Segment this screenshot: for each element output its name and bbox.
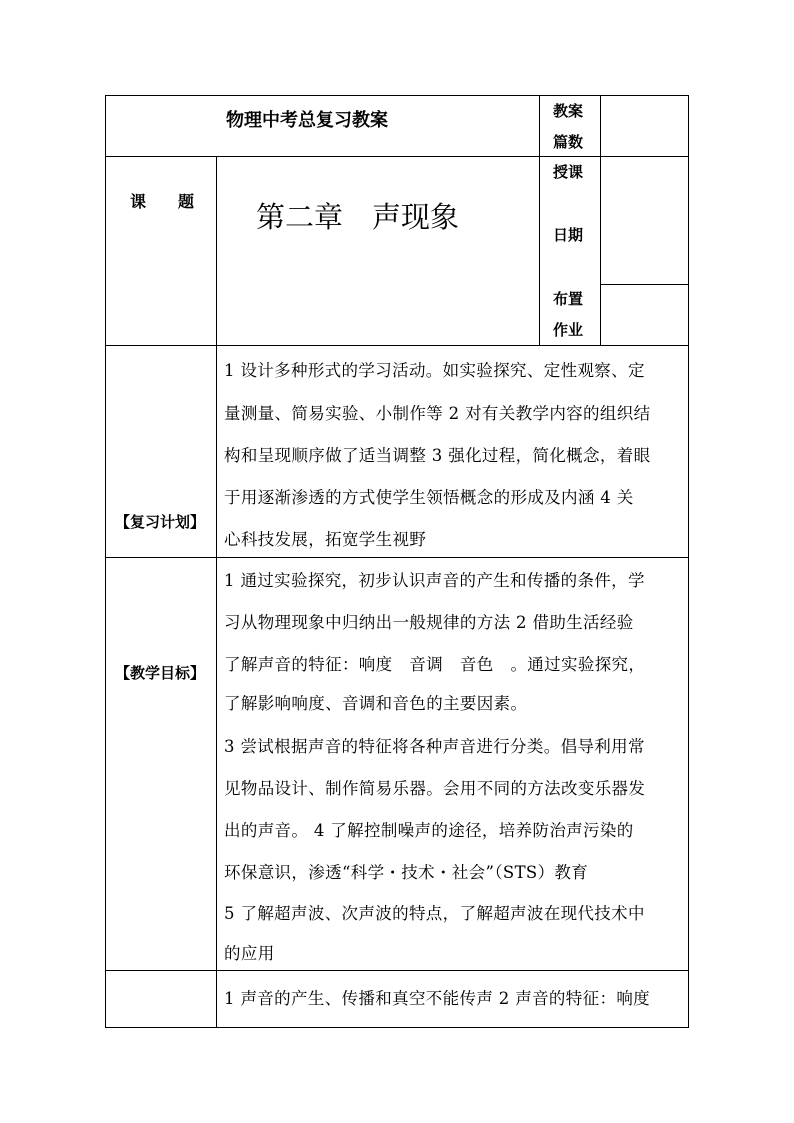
column-divider [539,95,540,346]
teaching-goals-label: 【教学目标】 [115,664,206,682]
table-border-left [105,95,106,1028]
page-title: 物理中考总复习教案 [226,110,388,131]
review-plan-line: 构和呈现顺序做了适当调整 3 强化过程，简化概念，着眼 [224,446,651,465]
teaching-goals-line: 习从物理现象中归纳出一般规律的方法 2 借助生活经验 [224,613,634,632]
homework-label: 布置 [553,290,584,308]
row-divider [600,284,689,285]
review-plan-line: 于用逐渐渗透的方式使学生领悟概念的形成及内涵 4 关 [224,488,634,507]
key-points-line: 1 声音的产生、传播和真空不能传声 2 声音的特征：响度 [224,989,651,1008]
review-plan-line: 量测量、简易实验、小制作等 2 对有关教学内容的组织结 [224,404,651,423]
teaching-goals-line: 1 通过实验探究，初步认识声音的产生和传播的条件，学 [224,571,645,590]
class-date-label: 日期 [553,226,584,244]
class-date-label: 授课 [553,163,584,181]
column-divider [600,95,601,346]
review-plan-line: 1 设计多种形式的学习活动。如实验探究、定性观察、定 [224,361,645,380]
teaching-goals-line: 了解声音的特征：响度 音调 音色 。通过实验探究， [224,655,646,674]
column-divider [216,156,217,1028]
teaching-goals-line: 了解影响响度、音调和音色的主要因素。 [224,694,528,713]
row-divider [105,156,689,157]
review-plan-label: 【复习计划】 [115,513,206,531]
teaching-goals-line: 见物品设计、制作简易乐器。会用不同的方法改变乐器发 [224,779,646,798]
row-divider [105,345,689,346]
plan-count-label: 教案 [553,102,584,120]
teaching-goals-line: 5 了解超声波、次声波的特点，了解超声波在现代技术中 [224,904,645,923]
row-divider [105,557,689,558]
teaching-goals-line: 环保意识，渗透“科学・技术・社会”（STS）教育 [224,863,589,882]
homework-label: 作业 [553,321,584,339]
teaching-goals-line: 3 尝试根据声音的特征将各种声音进行分类。倡导利用常 [224,737,645,756]
table-border-right [688,95,689,1028]
table-border-top [105,95,689,96]
review-plan-line: 心科技发展，拓宽学生视野 [224,530,427,549]
topic-label: 课 题 [130,192,195,211]
plan-count-label: 篇数 [553,133,584,151]
teaching-goals-line: 的应用 [224,944,275,963]
table-border-bottom [105,1027,689,1028]
row-divider [105,970,689,971]
teaching-goals-line: 出的声音。 4 了解控制噪声的途径，培养防治声污染的 [224,821,634,840]
chapter-title: 第二章 声现象 [256,200,460,234]
